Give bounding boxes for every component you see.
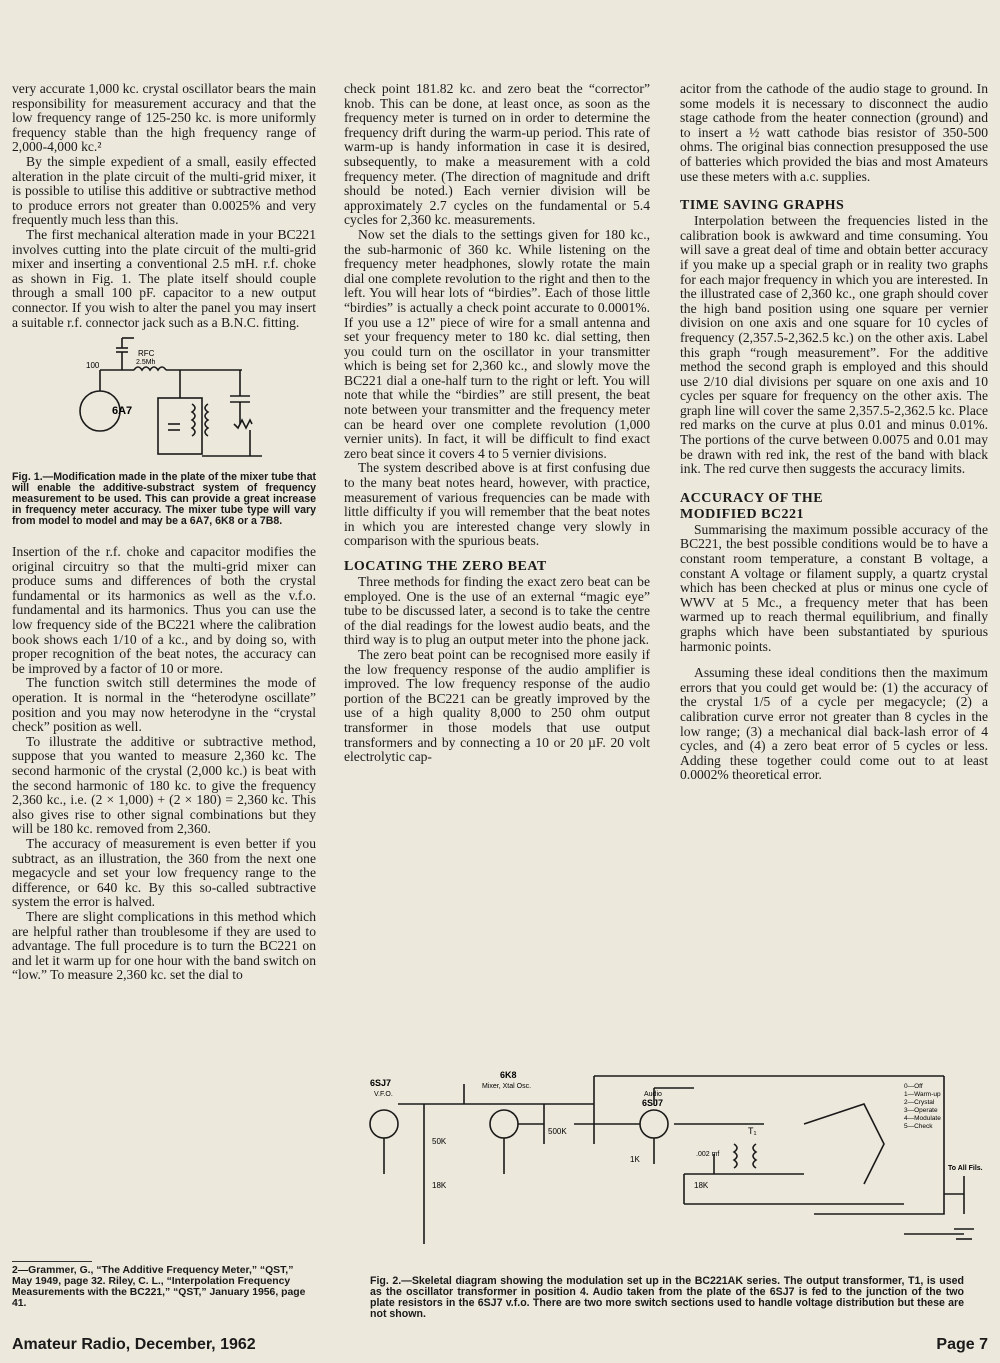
fig2-label: 500K — [548, 1127, 567, 1136]
paragraph: The first mechanical alteration made in your BC221 involves cutting into the plate circuit of the multi-grid mixer and inserting a conventional 2.5 mH. r.f. choke as shown in Fig. 1. The plate itself should couple through a small 100 pF. capacitor to a new output connector. If you wish to alter the panel you may insert a suitable r.f. connector jack such as a B.N.C. fitting. — [12, 226, 316, 330]
fig2-label: V.F.O. — [374, 1091, 393, 1098]
section-heading: MODIFIED BC221 — [680, 506, 805, 522]
fig1-schematic — [12, 334, 316, 472]
section-heading: LOCATING THE ZERO BEAT — [344, 559, 547, 574]
fig2-legend-item: 3—Operate — [904, 1107, 938, 1114]
fig1-label-tube: 6A7 — [112, 405, 133, 418]
fig2-caption: Fig. 2.—Skeletal diagram showing the modulation set up in the BC221AK series. The output transformer, T1, is used as the oscillator transformer in position 4. Audio taken from the plate of the 6SJ7 is fed to the junction of the two plate resistors in the 6SJ7 v.f.o. There are two more switch sections used to handle voltage distribution but these are not shown. — [370, 1275, 964, 1320]
fig2-label: T₁ — [748, 1126, 757, 1136]
paragraph: check point 181.82 kc. and zero beat the “corrector” knob. This can be done, at least once, as soon as the frequency meter is turned on in order to determine the frequency drift during the warm-up period. This rate of warm-up is handy information in case it is desired, subsequently, to make a measurement with a cold frequency meter. (The direction of magnitude and drift should be noted.) Each vernier division will be approximately 2.7 cycles on the fundamental or 5.4 cycles for 2,360 kc. measurements. — [344, 81, 650, 228]
footnote: 2—Grammer, G., “The Additive Frequency Meter,” “QST,” May 1949, page 32. Riley, C. L., “Interpolation Frequency Measurements with the BC221,” “QST,” January 1956, page 41. — [12, 1265, 306, 1309]
column-3 — [680, 82, 988, 783]
paragraph: The accuracy of measurement is even better if you subtract, as an illustration, the 360 from the next one megacycle and set your low frequency range to the difference, or 640 kc. By this so-called subtractive system the error is halved. — [12, 835, 316, 910]
figure-2 — [344, 1064, 990, 1276]
fig2-label: 6SJ7 — [370, 1078, 392, 1088]
fig2-schematic — [344, 1064, 990, 1276]
fig2-legend-item: 4—Modulate — [904, 1115, 941, 1122]
paragraph: Summarising the maximum possible accuracy of the BC221, the best possible conditions would be to have a constant room temperature, a constant B voltage, a constant A voltage or filament supply, a quartz crystal which has been checked at plus or minus one cycle of WWV at 5 Mc., a frequency meter that has been warmed up to reach thermal equilibrium, and finally graphs which have been substantiated by spurious harmonic points. — [680, 521, 988, 654]
paragraph: acitor from the cathode of the audio stage to ground. In some models it is necessary to disconnect the audio stage cathode from the heater connection (ground) and to insert a ½ watt cathode bias resistor of 350-500 ohms. The original bias connection presupposed the use of batteries which provided the bias and most Amateurs use these meters with a.c. supplies. — [680, 81, 988, 184]
fig1-label-rfc: RFC — [138, 349, 155, 359]
fig2-label: 6K8 — [500, 1070, 517, 1080]
fig2-legend-item: 0—Off — [904, 1083, 923, 1090]
paragraph: To illustrate the additive or subtractive method, suppose that you wanted to measure 2,360 kc. The second harmonic of the crystal (2,000 kc.) is beat with the second harmonic of 180 kc. to give the frequency 2,360 kc., i.e. (2 × 1,000) + (2 × 180) = 2,360 kc. This also gives rise to other signal combinations but they will be 180 kc. removed from 2,360. — [12, 733, 316, 837]
fig2-legend-item: 5—Check — [904, 1123, 933, 1130]
fig2-label: 1K — [630, 1155, 640, 1164]
section-heading: TIME SAVING GRAPHS — [680, 198, 845, 214]
footnote-rule — [12, 1261, 92, 1262]
fig2-label: 50K — [432, 1137, 447, 1146]
paragraph: Interpolation between the frequencies listed in the calibration book is awkward and time consuming. You will save a great deal of time and obtain better accuracy if you make up a special graph or in reality two graphs for each major frequency in which you are interested. In the illustrated case of 2,360 kc., one graph should cover the high band position using one square per vernier division on one axis and one square for 10 cycles of frequency (2,357.5-2,362.5 kc.) on the other axis. Label this graph “rough measurement”. For the additive method the second graph is employed and this should use 2/10 dial divisions per square on one axis and 10 cycles per square for frequency on the other axis. The graph line will cover the same 2,357.5-2,362.5 kc. Place red marks on the curve at plus 0.01 and minus 0.01%. The portions of the curve between 0.0075 and 0.01 may be drawn with red ink, the rest of the band with black ink. The red curve then suggests the accuracy limits. — [680, 213, 988, 477]
paragraph: The system described above is at first confusing due to the many beat notes heard, however, with practice, measurement of various frequencies can be made with little difficulty if you will remember that the beat notes in which you are interested change very slowly in comparison with the spurious beats. — [344, 460, 650, 549]
footer-publication: Amateur Radio, December, 1962 — [12, 1336, 256, 1353]
fig2-legend-item: 1—Warm-up — [904, 1091, 941, 1098]
fig2-label: To All Fils. — [948, 1165, 983, 1172]
paragraph: The function switch still determines the mode of operation. It is normal in the “heterodyne oscillate” position and you may now heterodyne in the “crystal check” position as well. — [12, 675, 316, 735]
fig2-label: Mixer, Xtal Osc. — [482, 1083, 532, 1090]
figure-1 — [12, 334, 316, 472]
fig2-label: .002 mf — [696, 1151, 720, 1158]
fig2-label: 6SJ7 — [642, 1098, 664, 1108]
fig2-switch-legend — [904, 1083, 941, 1130]
column-2 — [344, 82, 650, 765]
paragraph: Now set the dials to the settings given for 180 kc., the sub-harmonic of 360 kc. While listening on the frequency meter headphones, slowly rotate the main dial one complete revolution to the right and then to the left. You will hear lots of “birdies”. Each of those little “birdies” is actually a check point accurate to 0.0001%. If you use a 12" piece of wire for a small antenna and set your frequency meter to 180 kc. dial setting, then you could turn on the oscillator in your transmitter which is being set for 2,360 kc., and slowly move the BC221 dial a one-half turn to the right or left. You will note that while the “birdies” are still present, the beat note between your transmitter and the frequency meter can be heard over one complete revolution (1,000 vernier units). In fact, it will be difficult to find exact zero beat since it covers 4 to 5 vernier divisions. — [344, 226, 650, 461]
footer-page-number: Page 7 — [936, 1336, 988, 1353]
fig1-caption: Fig. 1.—Modification made in the plate of the mixer tube that will enable the additive-substract system of frequency measurement to be used. This can provide a great increase in frequency meter accuracy. The mixer tube type will vary from model to model and may be a 6A7, 6K8 or a 7B8. — [12, 471, 316, 528]
fig1-label-rfc-value: 2.5Mh — [136, 359, 156, 367]
paragraph: The zero beat point can be recognised more easily if the low frequency response of the audio amplifier is improved. The low frequency response of the audio portion of the BC221 can be greatly improved by the use of a high quality 8,000 to 250 ohm output transformer in those models that use output transformers and by connecting a 10 or 20 µF. 20 volt electrolytic cap- — [344, 646, 650, 765]
paragraph: By the simple expedient of a small, easily effected alteration in the plate circuit of the multi-grid mixer, it is possible to utilise this additive or subtractive method to produce errors not greater than 0.0025% and very frequently much less than this. — [12, 153, 316, 228]
paragraph: Insertion of the r.f. choke and capacitor modifies the original circuitry so that the multi-grid mixer can produce sums and differences of both the crystal fundamental or its harmonics as well as the v.f.o. fundamental and its harmonics. Thus you can use the low frequency side of the BC221 where the calibration book shows each 1/10 of a kc., and by doing so, with proper recognition of the beat notes, the accuracy can be improved by a factor of 10 or more. — [12, 544, 316, 676]
paragraph: Assuming these ideal conditions then the maximum errors that you could get would be: (1) the accuracy of the crystal 1/5 of a cycle per megacycle; (2) a calibration curve error not greater than 8 cycles in the low range; (3) a mechanical dial back-lash error of 4 cycles, and (4) a zero beat error of 5 cycles or less. Adding these together could come out to at least 0.0002% theoretical error. — [680, 665, 988, 783]
fig1-label-100: 100 — [86, 361, 100, 371]
section-heading: ACCURACY OF THE — [680, 490, 824, 506]
fig2-label: 18K — [432, 1181, 447, 1190]
paragraph: There are slight complications in this method which are helpful rather than troublesome if they are used to advantage. The full procedure is to turn the BC221 on and let it warm up for one hour with the band switch on “low.” To measure 2,360 kc. set the dial to — [12, 908, 316, 983]
column-1 — [12, 82, 316, 983]
paragraph: Three methods for finding the exact zero beat can be employed. One is the use of an external “magic eye” tube to be discussed later, a second is to take the centre of the dial readings for the lowest audio beats, and the third way is to plug an output meter into the phone jack. — [344, 574, 650, 648]
paragraph: very accurate 1,000 kc. crystal oscillator bears the main responsibility for measurement accuracy and that the low frequency range of 125-250 kc. is more uniformly frequency stable than the high frequency range of 2,000-4,000 kc.² — [12, 81, 316, 155]
fig2-label: 18K — [694, 1181, 709, 1190]
fig2-label: Audio — [644, 1091, 662, 1098]
fig2-legend-item: 2—Crystal — [904, 1099, 935, 1106]
